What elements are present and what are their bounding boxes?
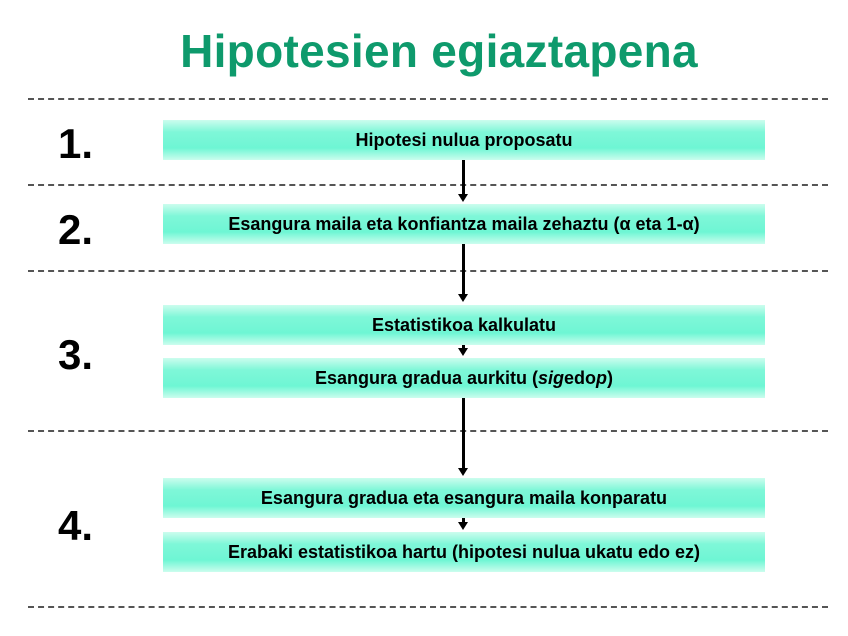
arrow-down-icon xyxy=(462,518,465,524)
step-3-box-1: Estatistikoa kalkulatu xyxy=(163,305,765,345)
step-number-1: 1. xyxy=(58,120,94,167)
step-3-box-2 xyxy=(163,358,765,398)
arrow-down-icon xyxy=(462,345,465,350)
arrow-down-icon xyxy=(462,244,465,296)
arrow-down-icon xyxy=(462,160,465,196)
divider xyxy=(28,184,828,186)
divider xyxy=(28,98,828,100)
page-title: Hipotesien egiaztapena xyxy=(180,25,698,77)
box-text: Esangura gradua aurkitu ( xyxy=(314,367,539,388)
divider xyxy=(28,270,828,272)
step-number-2: 2. xyxy=(58,206,94,253)
box-text-italic: sig xyxy=(538,367,565,388)
arrow-down-icon xyxy=(462,398,465,470)
divider xyxy=(28,430,828,432)
box-text: ) xyxy=(607,367,614,388)
divider xyxy=(28,606,828,608)
step-4-box-2: Erabaki estatistikoa hartu (hipotesi nulua ukatu edo ez) xyxy=(163,532,765,572)
step-number-4: 4. xyxy=(58,502,94,549)
box-text: edo xyxy=(564,367,597,388)
step-1-box: Hipotesi nulua proposatu xyxy=(163,120,765,160)
box-text-italic: p xyxy=(596,367,608,388)
step-2-box: Esangura maila eta konfiantza maila zehaztu (α eta 1-α) xyxy=(163,204,765,244)
step-4-box-1: Esangura gradua eta esangura maila konparatu xyxy=(163,478,765,518)
step-number-3: 3. xyxy=(58,331,94,378)
